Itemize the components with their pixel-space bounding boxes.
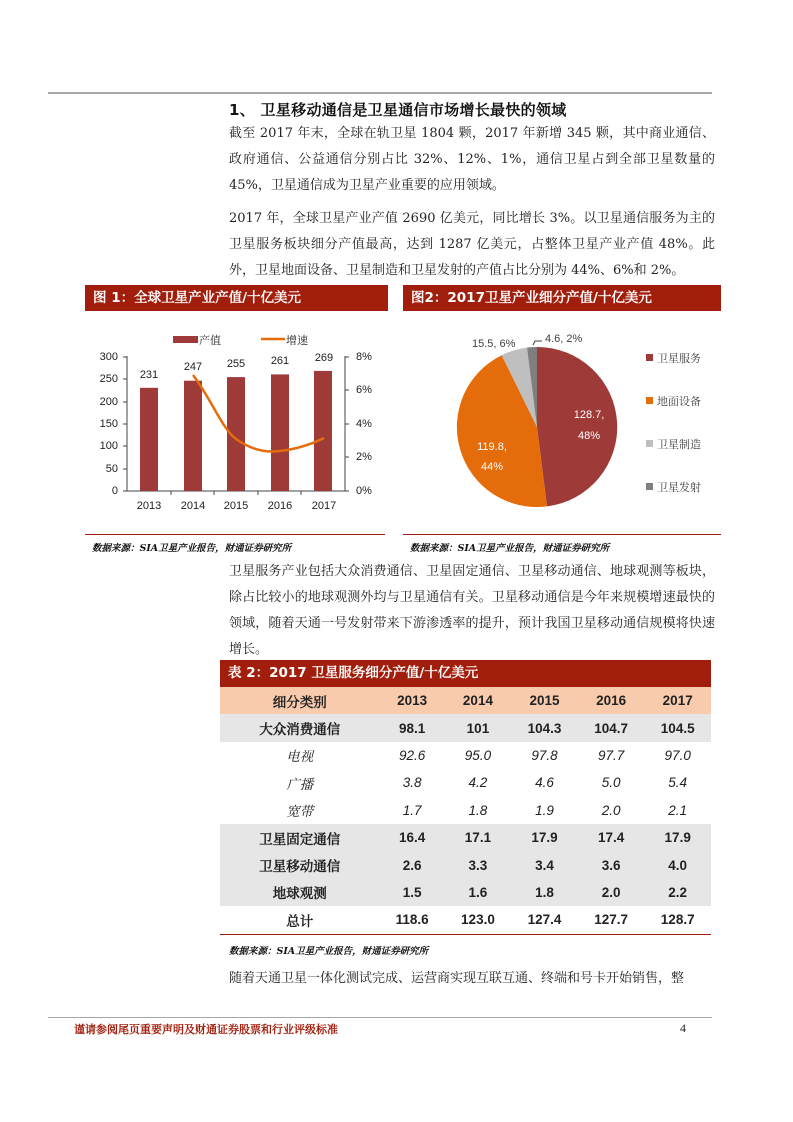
figure2-bottom-rule	[403, 534, 721, 535]
svg-text:4%: 4%	[356, 418, 372, 430]
paragraph-4: 随着天通卫星一体化测试完成、运营商实现互联互通、终端和号卡开始销售，整	[229, 971, 685, 986]
table-row: 卫星移动通信 2.6 3.3 3.4 3.6 4.0	[220, 851, 711, 878]
header-rule	[48, 92, 712, 94]
svg-text:0%: 0%	[356, 485, 372, 497]
bar-series	[140, 371, 332, 491]
bar-2013	[140, 388, 158, 491]
svg-text:261: 261	[270, 355, 290, 367]
paragraph-3: 卫星服务产业包括大众消费通信、卫星固定通信、卫星移动通信、地球观测等板块，除占比较小的地球观测外均与卫星通信有关。卫星移动通信是今年来规模增速最快的领域，随着天通一号发射带来下游渗透率的提升，预计我国卫星移动通信规模将快速增长。	[229, 564, 715, 657]
x-axis-labels	[137, 500, 336, 512]
svg-text:300: 300	[99, 351, 118, 363]
svg-text:128.7,: 128.7,	[573, 409, 605, 421]
page-number: 4	[680, 1021, 686, 1035]
pie-label-manufacturing: 15.5, 6%	[472, 338, 516, 350]
table-row: 电视 92.6 95.0 97.8 97.7 97.0	[286, 747, 691, 765]
svg-text:269: 269	[314, 352, 334, 364]
footer-disclaimer: 谨请参阅尾页重要声明及财通证券股票和行业评级标准	[74, 1023, 338, 1036]
svg-text:2016: 2016	[267, 500, 293, 512]
svg-text:2014: 2014	[180, 500, 206, 512]
svg-text:250: 250	[99, 373, 118, 385]
svg-text:119.8,: 119.8,	[477, 441, 507, 453]
svg-text:8%: 8%	[356, 351, 372, 363]
table-row: 大众消费通信 98.1 101 104.3 104.7 104.5	[220, 714, 711, 741]
growth-line	[193, 375, 324, 452]
table-row: 宽带 1.7 1.8 1.9 2.0 2.1	[286, 802, 688, 820]
bar-data-labels	[140, 352, 333, 381]
figure1-title: 图 1：全球卫星产业产值/十亿美元	[85, 285, 388, 311]
section-title: 1、 卫星移动通信是卫星通信市场增长最快的领域	[229, 101, 567, 119]
table-row: 广播 3.8 4.2 4.6 5.0 5.4	[286, 775, 688, 792]
table-header-row: 细分类别 2013 2014 2015 2016 2017	[220, 687, 711, 714]
legend-line-label: 增速	[286, 335, 308, 347]
left-axis-ticks	[100, 351, 118, 497]
svg-text:100: 100	[99, 440, 118, 452]
pie-label-launch: 4.6, 2%	[545, 333, 583, 345]
svg-text:48%: 48%	[577, 430, 601, 442]
legend-bar-label: 产值	[199, 335, 221, 347]
figure1-bottom-rule	[85, 534, 385, 535]
table2	[220, 687, 711, 935]
svg-text:地面设备: 地面设备	[657, 396, 701, 408]
table-row: 地球观测 1.5 1.6 1.8 2.0 2.2	[220, 879, 711, 906]
bar-2016	[271, 374, 289, 491]
pie-legend	[646, 351, 701, 494]
svg-text:2013: 2013	[136, 500, 162, 512]
table2-title: 表 2：2017 卫星服务细分产值/十亿美元	[220, 660, 711, 687]
svg-text:卫星发射: 卫星发射	[657, 482, 701, 494]
svg-text:2015: 2015	[223, 500, 249, 512]
svg-text:2%: 2%	[356, 451, 372, 463]
bar-2017	[314, 371, 332, 491]
legend-bar-swatch	[173, 336, 198, 343]
svg-text:150: 150	[99, 418, 118, 430]
figure1-source: 数据来源：SIA卫星产业报告，财通证券研究所	[92, 543, 292, 554]
svg-text:255: 255	[226, 358, 246, 370]
figure2-title: 图2：2017卫星产业细分产值/十亿美元	[403, 285, 721, 311]
figure2-pie-chart	[403, 315, 721, 520]
svg-text:卫星服务: 卫星服务	[657, 353, 701, 365]
svg-text:0: 0	[111, 485, 118, 497]
svg-text:卫星制造: 卫星制造	[657, 439, 701, 451]
table2-source: 数据来源：SIA卫星产业报告，财通证券研究所	[229, 946, 429, 957]
svg-text:247: 247	[183, 361, 203, 373]
table-total-row: 总计 118.6 123.0 127.4 127.7 128.7	[220, 906, 711, 934]
svg-text:44%: 44%	[480, 461, 504, 473]
right-axis-ticks	[356, 351, 372, 497]
svg-text:6%: 6%	[356, 384, 372, 396]
svg-text:2017: 2017	[311, 500, 337, 512]
figure2-source: 数据来源：SIA卫星产业报告，财通证券研究所	[410, 543, 610, 554]
pie-slice-satellite-services	[537, 347, 617, 506]
bar-2014	[184, 381, 202, 491]
svg-text:50: 50	[105, 463, 118, 475]
table-row: 卫星固定通信 16.4 17.1 17.9 17.4 17.9	[220, 824, 711, 851]
paragraph-1: 截至 2017 年末，全球在轨卫星 1804 颗，2017 年新增 345 颗，其中商业通信、政府通信、公益通信分别占比 32%、12%、1%，通信卫星占到全部卫星数量的 45%，卫星通信成为卫星产业重要的应用领域。	[229, 126, 715, 193]
svg-text:231: 231	[139, 369, 159, 381]
paragraph-2: 2017 年，全球卫星产业产值 2690 亿美元，同比增长 3%。以卫星通信服务为主的卫星服务板块细分产值最高，达到 1287 亿美元，占整体卫星产业产值 48%。此外，卫星地面设备、卫星制造和卫星发射的产值占比分别为 44%、6%和 2%。	[229, 211, 715, 278]
footer-rule	[48, 1017, 712, 1018]
figure1-chart	[85, 315, 388, 520]
svg-text:200: 200	[99, 396, 118, 408]
